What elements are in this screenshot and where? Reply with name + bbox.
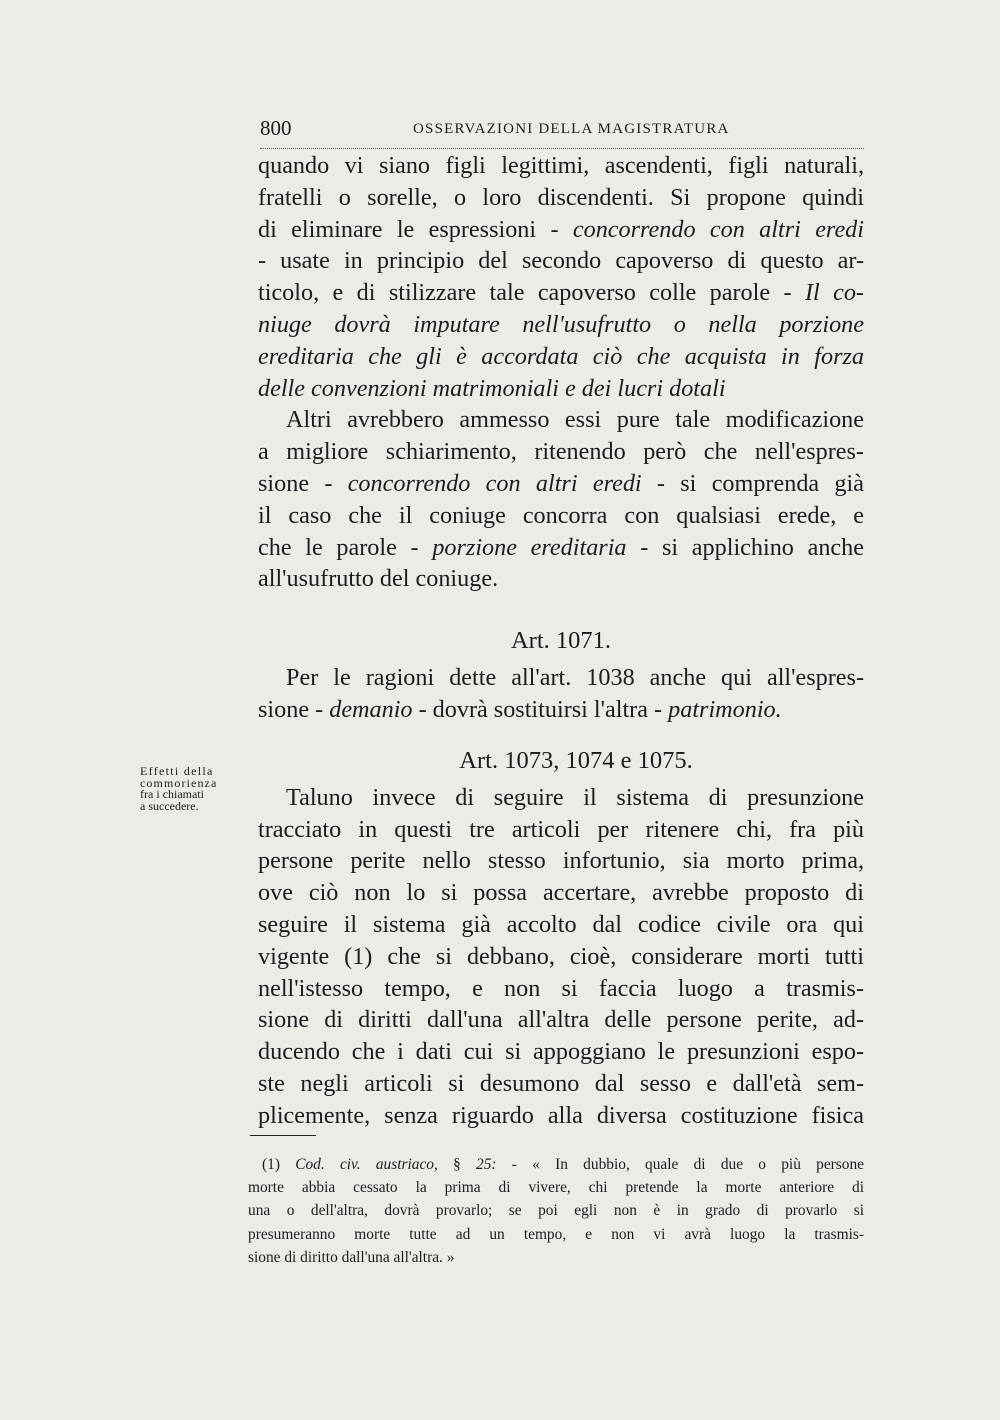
text-line: sione - concorrendo con altri eredi - si comprenda già — [258, 469, 864, 497]
text-line: tracciato in questi tre articoli per ritenere chi, fra più — [258, 815, 864, 843]
body-text — [258, 150, 864, 1132]
running-head: OSSERVAZIONI DELLA MAGISTRATURA — [413, 121, 730, 137]
margin-note — [140, 766, 258, 812]
text-line: sione - demanio - dovrà sostituirsi l'altra - patrimonio. — [258, 695, 782, 723]
text-line: seguire il sistema già accolto dal codice civile ora qui — [258, 910, 864, 938]
text-line: plicemente, senza riguardo alla diversa costituzione fisica — [258, 1101, 864, 1129]
text-line: ducendo che i dati cui si appoggiano le presunzioni espo- — [258, 1038, 864, 1066]
footnotes — [248, 1135, 864, 1269]
page-header — [260, 112, 864, 149]
text-line: persone perite nello stesso infortunio, sia morto prima, — [258, 847, 864, 875]
text-line: sione di diritti dall'una all'altra delle persone perite, ad- — [258, 1006, 864, 1034]
article-heading: Art. 1073, 1074 e 1075. — [459, 746, 693, 774]
text-line: fratelli o sorelle, o loro discendenti. Si propone quindi — [258, 183, 864, 211]
margin-note-line: a succedere. — [140, 798, 199, 813]
text-line: ticolo, e di stilizzare tale capoverso colle parole - Il co- — [258, 279, 864, 307]
text-line: il caso che il coniuge concorra con qualsiasi erede, e — [258, 501, 864, 529]
footnote-line: presumeranno morte tutte ad un tempo, e non vi avrà luogo la trasmis- — [248, 1225, 864, 1243]
text-line: Altri avrebbero ammesso essi pure tale modificazione — [286, 406, 864, 434]
margin-note-line: fra i chiamati — [140, 787, 204, 801]
text-line: niuge dovrà imputare nell'usufrutto o nella porzione — [258, 310, 864, 338]
footnote-line: morte abbia cessato la prima di vivere, chi pretende la morte anteriore di — [248, 1179, 864, 1197]
text-line: quando vi siano figli legittimi, ascendenti, figli naturali, — [258, 152, 864, 179]
text-line: a migliore schiarimento, ritenendo però che nell'espres- — [258, 438, 864, 466]
footnote-line: sione di diritto dall'una all'altra. » — [248, 1248, 455, 1266]
margin-note-line: Effetti della — [140, 764, 214, 778]
text-line: Taluno invece di seguire il sistema di presunzione — [286, 783, 864, 811]
article-heading: Art. 1071. — [510, 627, 612, 655]
text-line: che le parole - porzione ereditaria - si applichino anche — [258, 533, 864, 561]
text-line: ove ciò non lo si possa accertare, avrebbe proposto di — [258, 879, 864, 907]
page-number: 800 — [260, 116, 292, 140]
text-line: di eliminare le espressioni - concorrendo con altri eredi — [258, 215, 864, 243]
margin-note-line: commorienza — [140, 775, 218, 790]
text-line: nell'istesso tempo, e non si faccia luogo a trasmis- — [258, 974, 864, 1002]
text-line: delle convenzioni matrimoniali e dei lucri dotali — [258, 374, 726, 402]
text-line: vigente (1) che si debbano, cioè, considerare morti tutti — [258, 942, 864, 970]
text-line: Per le ragioni dette all'art. 1038 anche qui all'espres- — [286, 664, 864, 692]
footnote-line: (1) Cod. civ. austriaco, § 25: - « In dubbio, quale di due o più persone — [262, 1156, 864, 1173]
footnote-rule — [250, 1135, 316, 1136]
text-line: - usate in principio del secondo capoverso di questo ar- — [258, 247, 864, 275]
text-line: ereditaria che gli è accordata ciò che acquista in forza — [258, 342, 864, 370]
text-line: ste negli articoli si desumono dal sesso e dall'età sem- — [258, 1069, 864, 1097]
text-line: all'usufrutto del coniuge. — [258, 565, 499, 593]
footnote-line: una o dell'altra, dovrà provarlo; se poi egli non è in grado di provarlo si — [248, 1202, 864, 1220]
